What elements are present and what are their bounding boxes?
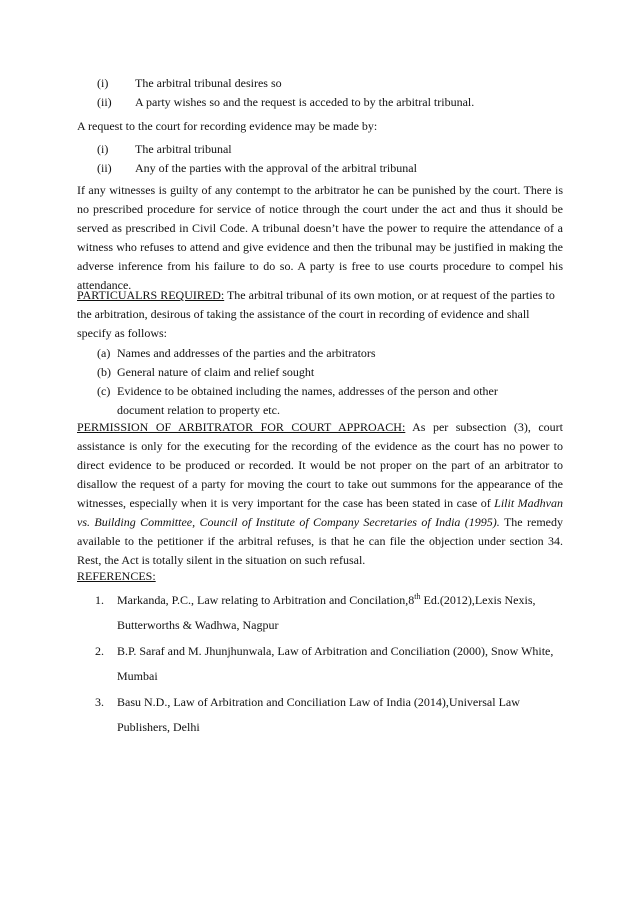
reference-text-main: Markanda, P.C., Law relating to Arbitration and Concilation,8: [117, 593, 415, 607]
list-item-number: (i): [97, 142, 109, 156]
list-item: [97, 382, 547, 420]
reference-superscript: th: [414, 592, 421, 601]
list-item-number: (b): [97, 365, 111, 379]
list-item-number: (ii): [97, 161, 112, 175]
reference-item: [95, 588, 565, 638]
list-item: [97, 140, 557, 159]
references-list: [95, 588, 565, 741]
reference-number: 1.: [95, 593, 104, 607]
reference-item: [95, 690, 565, 740]
reference-number: 2.: [95, 644, 104, 658]
list-item: [97, 74, 557, 93]
case-citation: Lilit Madhvan vs. Building Committee, Council of Institute of Company Secretaries of India (1995).: [77, 496, 563, 529]
list-item-text: Any of the parties with the approval of the arbitral tribunal: [135, 161, 417, 175]
reference-text: Basu N.D., Law of Arbitration and Conciliation Law of India (2014),Universal Law Publishers, Delhi: [117, 695, 520, 734]
list-item-text: Names and addresses of the parties and the arbitrators: [117, 346, 376, 360]
list-item-number: (i): [97, 76, 109, 90]
list-item-number: (c): [97, 384, 111, 398]
list-item-text: Evidence to be obtained including the names, addresses of the person and other document relation to property etc.: [117, 384, 498, 417]
list-item: [97, 344, 547, 363]
particulars-heading: PARTICUALRS REQUIRED:: [77, 288, 225, 302]
reference-number: 3.: [95, 695, 104, 709]
list-item-text: A party wishes so and the request is acceded to by the arbitral tribunal.: [135, 95, 475, 109]
witness-paragraph: If any witnesses is guilty of any contempt to the arbitrator he can be punished by the court. There is no prescribed procedure for service of notice through the court under the act and thus it should be served as prescribed in Civil Code. A tribunal doesn’t have the power to require the attendance of a witness who refuses to attend and give evidence and then the tribunal may be justified in making the adverse inference from his failure to do so. A party is free to use courts procedure to compel his attendance.: [77, 183, 563, 292]
permission-text-end: The remedy available to the petitioner if the arbitral refuses, is that he can file the objection under section 34. Rest, the Act is totally silent in the situation on such refusal.: [77, 515, 563, 567]
request-line: A request to the court for recording evidence may be made by:: [77, 119, 378, 133]
list-item-number: (a): [97, 346, 111, 360]
conditions-list: [97, 74, 557, 112]
list-item-text: The arbitral tribunal: [135, 142, 232, 156]
reference-item: [95, 639, 565, 689]
permission-paragraph: [77, 418, 563, 570]
permission-heading: PERMISSION OF ARBITRATOR FOR COURT APPROACH:: [77, 420, 406, 434]
list-item-number: (ii): [97, 95, 112, 109]
particulars-paragraph: [77, 286, 563, 343]
list-item-text: The arbitral tribunal desires so: [135, 76, 282, 90]
particulars-list: [97, 344, 547, 420]
reference-text: [117, 588, 565, 638]
particulars-text: The arbitral tribunal of its own motion, or at request of the parties to the arbitration, desirous of taking the assistance of the court in recording of evidence and shall specify as follows:: [77, 288, 555, 340]
list-item: [97, 363, 547, 382]
list-item: [97, 159, 557, 178]
list-item: [97, 93, 557, 112]
references-heading: REFERENCES:: [77, 569, 156, 583]
permission-text: As per subsection (3), court assistance is only for the executing for the recording of the evidence as the court has no power to direct evidence to be produced or recorded. It would be not proper on the part of an arbitrator to disallow the request of a party for moving the court to take out summons for the appearance of the witnesses, especially when it is very important for the case has been stated in case of: [77, 420, 563, 510]
list-item-text: General nature of claim and relief sought: [117, 365, 315, 379]
reference-text-rest: Ed.(2012),Lexis Nexis, Butterworths & Wadhwa, Nagpur: [117, 593, 536, 632]
requesters-list: [97, 140, 557, 178]
reference-text: B.P. Saraf and M. Jhunjhunwala, Law of Arbitration and Conciliation (2000), Snow White, Mumbai: [117, 644, 554, 683]
